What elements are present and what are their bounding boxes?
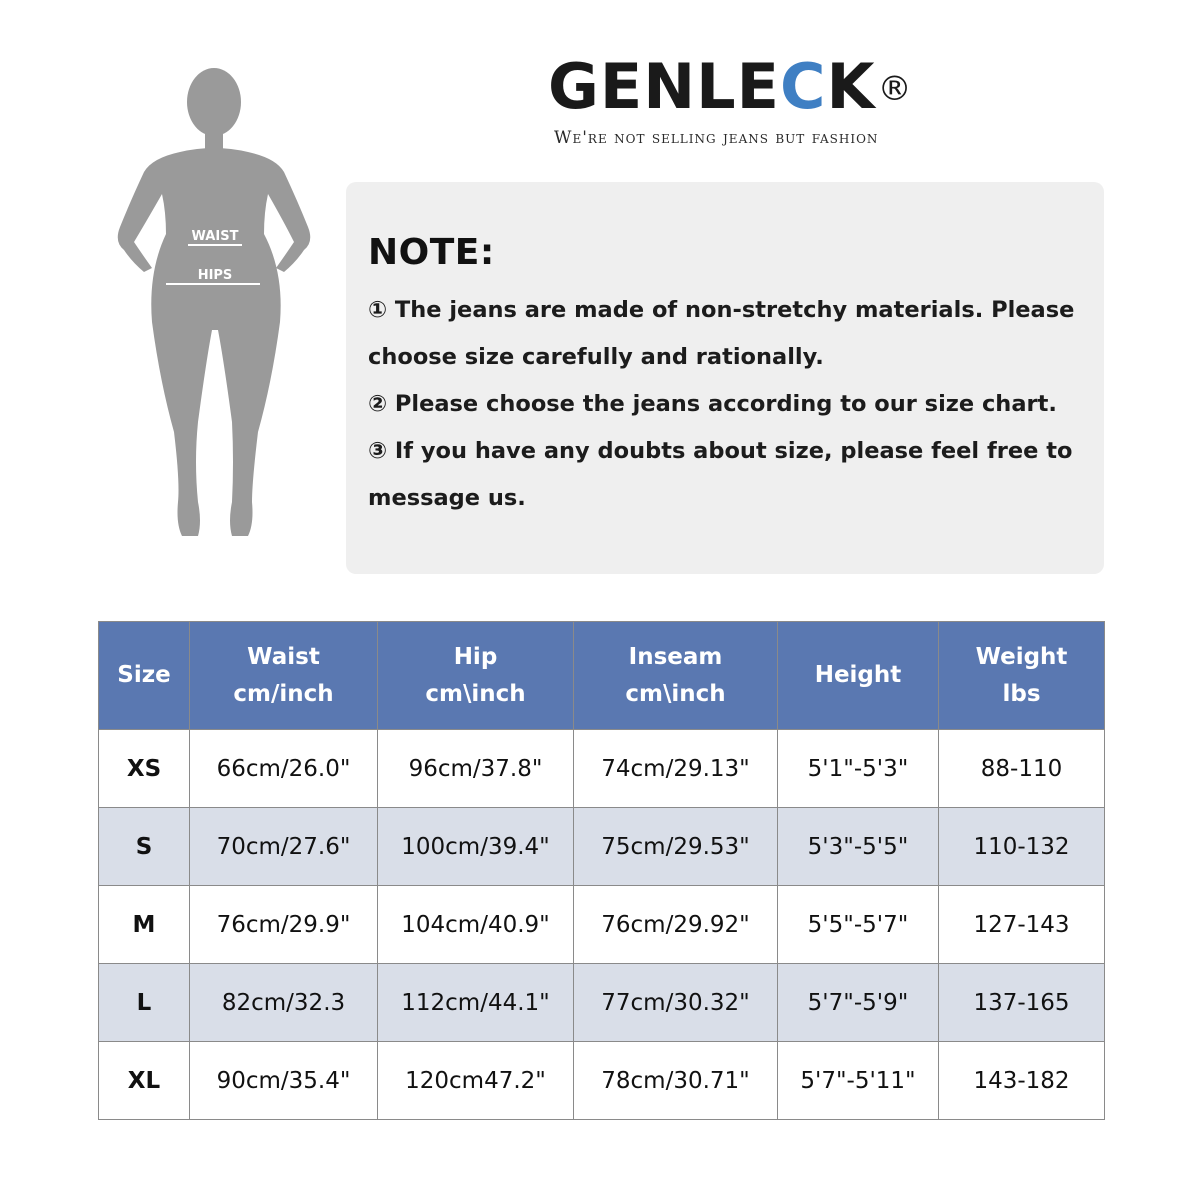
- table-row: [99, 808, 1105, 886]
- hip-cell: 104cm/40.9": [378, 886, 574, 964]
- header-weight: Weight lbs: [939, 622, 1105, 730]
- table-row: [99, 886, 1105, 964]
- woman-silhouette-icon: [108, 62, 318, 542]
- height-cell: 5'7"-5'9": [778, 964, 939, 1042]
- body-figure: [108, 62, 318, 542]
- size-chart-table: [98, 621, 1105, 1120]
- height-cell: 5'5"-5'7": [778, 886, 939, 964]
- inseam-cell: 76cm/29.92": [574, 886, 778, 964]
- table-row: [99, 730, 1105, 808]
- table-header-row: [99, 622, 1105, 730]
- hip-cell: 100cm/39.4": [378, 808, 574, 886]
- table-row: [99, 964, 1105, 1042]
- inseam-cell: 78cm/30.71": [574, 1042, 778, 1120]
- weight-cell: 137-165: [939, 964, 1105, 1042]
- registered-mark: ®: [877, 69, 913, 109]
- hip-cell: 112cm/44.1": [378, 964, 574, 1042]
- size-cell: S: [99, 808, 190, 886]
- size-cell: XS: [99, 730, 190, 808]
- brand-name-part: K: [826, 50, 876, 123]
- height-cell: 5'3"-5'5": [778, 808, 939, 886]
- brand-header: [548, 52, 928, 152]
- inseam-cell: 75cm/29.53": [574, 808, 778, 886]
- height-cell: 5'7"-5'11": [778, 1042, 939, 1120]
- note-line: ③ If you have any doubts about size, please feel free to: [368, 438, 1073, 464]
- brand-tagline: We're not selling jeans but fashion: [554, 128, 879, 148]
- note-line: message us.: [368, 485, 526, 511]
- brand-logo: [548, 52, 928, 122]
- table-row: [99, 1042, 1105, 1120]
- weight-cell: 110-132: [939, 808, 1105, 886]
- waist-cell: 66cm/26.0": [190, 730, 378, 808]
- note-title: NOTE:: [368, 232, 495, 273]
- inseam-cell: 77cm/30.32": [574, 964, 778, 1042]
- note-box: [346, 182, 1104, 574]
- header-height: Height: [778, 622, 939, 730]
- waist-label: WAIST: [191, 229, 239, 244]
- inseam-cell: 74cm/29.13": [574, 730, 778, 808]
- size-cell: L: [99, 964, 190, 1042]
- hip-cell: 96cm/37.8": [378, 730, 574, 808]
- size-cell: XL: [99, 1042, 190, 1120]
- brand-name-accent: C: [780, 50, 827, 123]
- header-hip: Hip cm\inch: [378, 622, 574, 730]
- waist-cell: 70cm/27.6": [190, 808, 378, 886]
- waist-cell: 90cm/35.4": [190, 1042, 378, 1120]
- note-line: choose size carefully and rationally.: [368, 344, 824, 370]
- weight-cell: 127-143: [939, 886, 1105, 964]
- hips-label: HIPS: [197, 268, 233, 283]
- header-inseam: Inseam cm\inch: [574, 622, 778, 730]
- hip-cell: 120cm47.2": [378, 1042, 574, 1120]
- header-waist: Waist cm/inch: [190, 622, 378, 730]
- waist-cell: 82cm/32.3: [190, 964, 378, 1042]
- note-line: ① The jeans are made of non-stretchy materials. Please: [368, 297, 1075, 323]
- header-size: Size: [99, 622, 190, 730]
- note-line: ② Please choose the jeans according to our size chart.: [368, 391, 1057, 417]
- weight-cell: 88-110: [939, 730, 1105, 808]
- waist-cell: 76cm/29.9": [190, 886, 378, 964]
- weight-cell: 143-182: [939, 1042, 1105, 1120]
- size-cell: M: [99, 886, 190, 964]
- brand-name-part: GENLE: [548, 50, 780, 123]
- height-cell: 5'1"-5'3": [778, 730, 939, 808]
